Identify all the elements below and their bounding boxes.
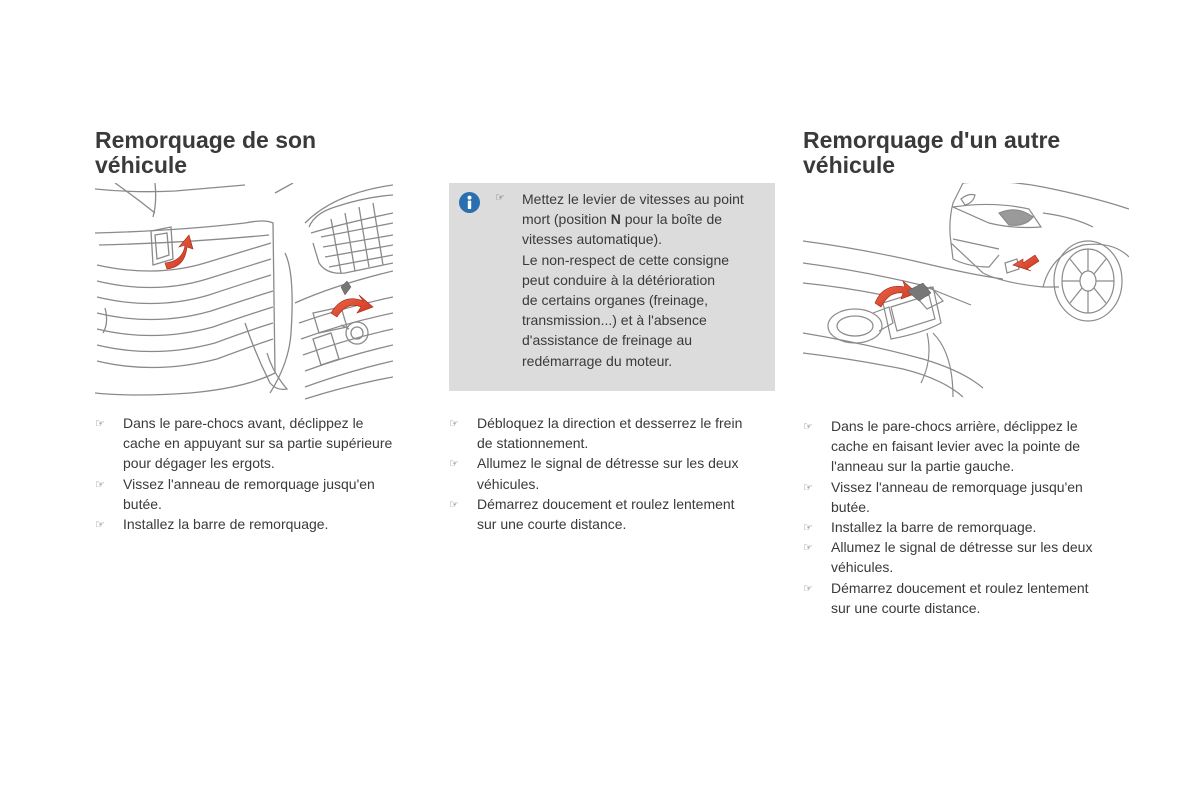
info-line: peut conduire à la détérioration bbox=[522, 271, 716, 288]
step-line: véhicules. bbox=[831, 559, 894, 576]
step-line: Allumez le signal de détresse sur les deux bbox=[477, 455, 739, 472]
front-bumper-illustration bbox=[95, 183, 393, 400]
info-line: de certains organes (freinage, bbox=[522, 292, 708, 309]
pointing-hand-icon: ☞ bbox=[495, 192, 505, 204]
step-line: Vissez l'anneau de remorquage jusqu'en bbox=[831, 478, 1083, 495]
step-line: l'anneau sur la partie gauche. bbox=[831, 458, 1015, 475]
list-item bbox=[449, 453, 742, 493]
right-steps-list bbox=[803, 416, 1092, 618]
info-text-segment: pour la boîte de bbox=[620, 211, 723, 228]
info-line: Mettez le levier de vitesses au point bbox=[522, 191, 744, 207]
info-line: d'assistance de freinage au bbox=[522, 332, 693, 349]
pointing-hand-icon: ☞ bbox=[803, 581, 813, 595]
pointing-hand-icon: ☞ bbox=[803, 420, 813, 433]
list-item bbox=[803, 477, 1092, 517]
left-steps-list bbox=[95, 413, 392, 534]
pointing-hand-icon: ☞ bbox=[803, 541, 813, 555]
info-text-segment: mort (position bbox=[522, 211, 611, 228]
list-item bbox=[803, 517, 1092, 537]
list-item bbox=[95, 474, 392, 514]
section-title-own-vehicle bbox=[95, 128, 316, 178]
rear-bumper-illustration bbox=[803, 183, 1129, 400]
step-line: butée. bbox=[123, 495, 162, 512]
info-line: redémarrage du moteur. bbox=[522, 352, 673, 369]
step-line: sur une courte distance. bbox=[477, 516, 627, 533]
step-line: cache en faisant levier avec la pointe de bbox=[831, 438, 1081, 455]
step-line: Dans le pare-chocs arrière, déclippez le bbox=[831, 418, 1078, 434]
list-item bbox=[803, 416, 1092, 477]
info-line bbox=[522, 209, 770, 229]
pointing-hand-icon: ☞ bbox=[803, 480, 813, 494]
pointing-hand-icon: ☞ bbox=[803, 521, 813, 535]
list-item bbox=[803, 537, 1092, 577]
step-line: Débloquez la direction et desserrez le frein bbox=[477, 415, 743, 431]
step-line: Démarrez doucement et roulez lentement bbox=[831, 579, 1089, 596]
list-item bbox=[95, 514, 392, 534]
middle-steps-list bbox=[449, 413, 742, 534]
pointing-hand-icon: ☞ bbox=[449, 457, 459, 471]
info-icon bbox=[459, 192, 480, 213]
step-line: de stationnement. bbox=[477, 435, 589, 452]
title-line: Remorquage de son bbox=[95, 127, 317, 153]
pointing-hand-icon: ☞ bbox=[449, 417, 459, 430]
step-line: Installez la barre de remorquage. bbox=[831, 519, 1037, 536]
step-line: butée. bbox=[831, 498, 870, 515]
step-line: sur une courte distance. bbox=[831, 599, 981, 616]
step-line: véhicules. bbox=[477, 475, 540, 492]
step-line: Démarrez doucement et roulez lentement bbox=[477, 495, 735, 512]
title-line: véhicule bbox=[803, 152, 896, 178]
step-line: cache en appuyant sur sa partie supérieure bbox=[123, 435, 393, 452]
section-title-other-vehicle bbox=[803, 128, 1060, 178]
pointing-hand-icon: ☞ bbox=[95, 518, 105, 532]
info-text bbox=[522, 189, 770, 371]
info-box bbox=[449, 183, 775, 391]
gear-position-label: N bbox=[610, 211, 621, 228]
pointing-hand-icon: ☞ bbox=[95, 477, 105, 491]
list-item bbox=[449, 494, 742, 534]
pointing-hand-icon: ☞ bbox=[449, 497, 459, 511]
info-line: transmission...) et à l'absence bbox=[522, 312, 707, 329]
pointing-hand-icon: ☞ bbox=[95, 417, 105, 430]
step-line: pour dégager les ergots. bbox=[123, 455, 275, 472]
info-line: Le non-respect de cette consigne bbox=[522, 251, 730, 268]
list-item bbox=[449, 413, 742, 453]
title-line: véhicule bbox=[95, 152, 188, 178]
info-line: vitesses automatique). bbox=[522, 231, 663, 248]
step-line: Vissez l'anneau de remorquage jusqu'en bbox=[123, 475, 375, 492]
step-line: Installez la barre de remorquage. bbox=[123, 516, 329, 533]
list-item bbox=[803, 578, 1092, 618]
step-line: Allumez le signal de détresse sur les deux bbox=[831, 539, 1093, 556]
step-line: Dans le pare-chocs avant, déclippez le bbox=[123, 415, 364, 431]
title-line: Remorquage d'un autre bbox=[803, 127, 1061, 153]
list-item bbox=[95, 413, 392, 474]
